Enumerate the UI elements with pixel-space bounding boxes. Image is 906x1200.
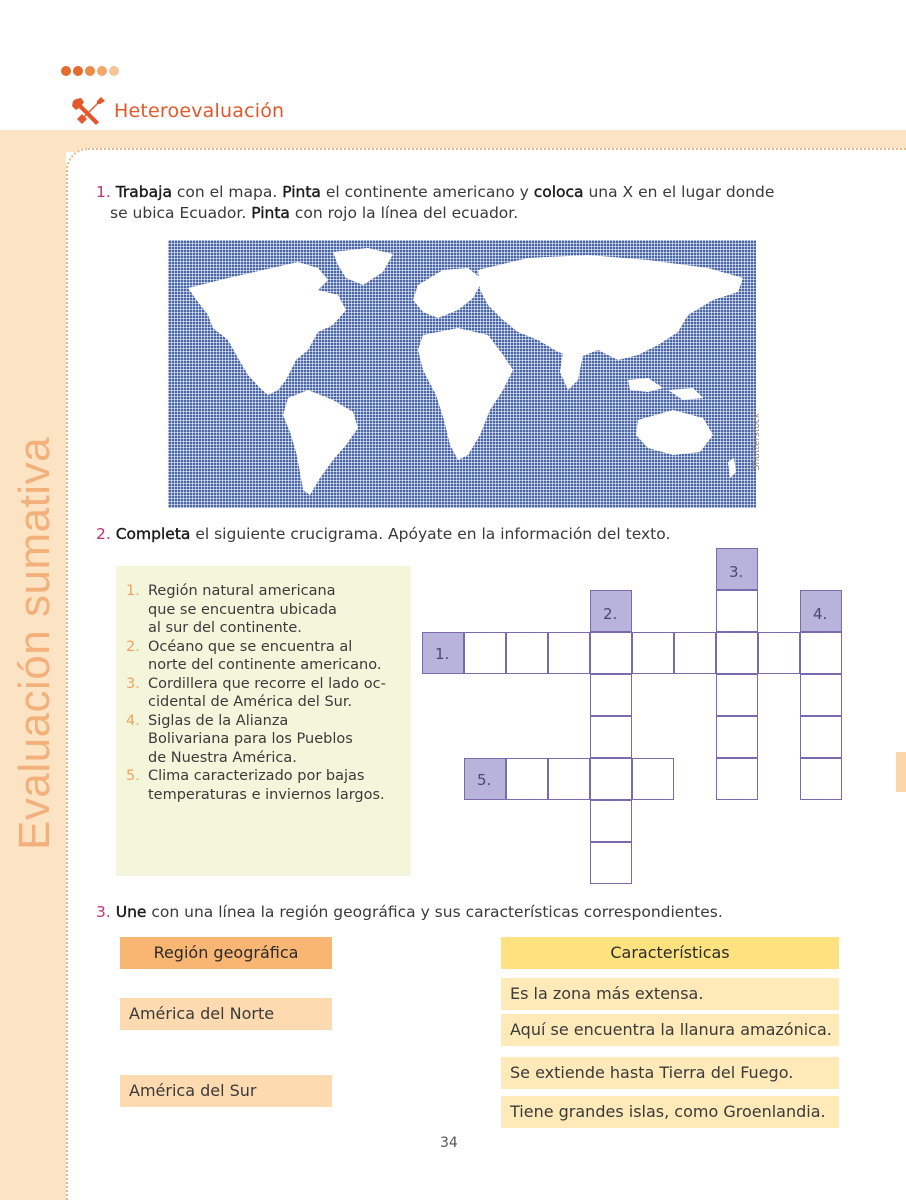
crossword-cell[interactable] xyxy=(590,800,632,842)
dot-2 xyxy=(73,66,83,76)
region-header: Región geográfica xyxy=(120,937,332,969)
verb-une: Une xyxy=(115,903,147,921)
instruction-text: el continente americano y xyxy=(320,183,534,201)
verb-pinta-2: Pinta xyxy=(251,203,290,222)
clue-text xyxy=(148,675,386,712)
section-dots xyxy=(61,66,119,76)
clue-line: al sur del continente. xyxy=(148,620,302,637)
instruction-line-2 xyxy=(96,203,816,224)
clue-text xyxy=(148,767,385,804)
crossword-cell[interactable] xyxy=(590,632,632,674)
clue-item xyxy=(126,712,401,768)
verb-completa: Completa xyxy=(115,525,191,543)
crossword-cell[interactable] xyxy=(590,758,632,800)
crossword-cell[interactable] xyxy=(800,758,842,800)
crossword-cell[interactable] xyxy=(506,758,548,800)
verb-trabaja: Trabaja xyxy=(115,183,172,201)
clue-line: Clima caracterizado por bajas xyxy=(148,768,365,785)
crossword-cell-number: 1. xyxy=(435,645,450,663)
question-number: 3. xyxy=(96,903,111,921)
crossword-start-cell[interactable] xyxy=(464,758,506,800)
clue-text xyxy=(148,712,353,768)
clue-item xyxy=(126,638,401,675)
clue-line: cidental de América del Sur. xyxy=(148,694,353,711)
crossword-start-cell[interactable] xyxy=(422,632,464,674)
crossword-start-cell[interactable] xyxy=(716,548,758,590)
crossword-clues xyxy=(116,566,411,876)
page-number: 34 xyxy=(440,1135,458,1151)
dot-3 xyxy=(85,66,95,76)
crossword-start-cell[interactable] xyxy=(590,590,632,632)
crossword-cell[interactable] xyxy=(464,632,506,674)
characteristics-header: Características xyxy=(501,937,839,969)
clue-line: que se encuentra ubicada xyxy=(148,601,337,618)
crossword-cell[interactable] xyxy=(632,758,674,800)
crossword-cell[interactable] xyxy=(716,632,758,674)
region-item[interactable]: América del Norte xyxy=(120,998,332,1030)
verb-pinta: Pinta xyxy=(282,183,321,201)
crossword-cell[interactable] xyxy=(590,674,632,716)
crossword-cell[interactable] xyxy=(716,716,758,758)
vertical-section-title: Evaluación sumativa xyxy=(10,436,59,850)
crossword-cell[interactable] xyxy=(590,842,632,884)
question-number: 1. xyxy=(96,183,111,201)
instruction-text: con una línea la región geográfica y sus características correspondientes. xyxy=(146,903,723,921)
instruction-text: con el mapa. xyxy=(171,183,283,201)
clue-number: 4. xyxy=(126,712,140,729)
clue-item xyxy=(126,675,401,712)
clue-list xyxy=(116,566,411,805)
clue-line: temperaturas e inviernos largos. xyxy=(148,787,385,804)
characteristic-item[interactable]: Aquí se encuentra la llanura amazónica. xyxy=(501,1014,839,1046)
clue-number: 5. xyxy=(126,768,140,785)
crossword-cell-number: 2. xyxy=(603,605,618,623)
crossword-cell[interactable] xyxy=(716,590,758,632)
clue-number: 2. xyxy=(126,638,140,655)
crossword-cell[interactable] xyxy=(674,632,716,674)
clue-item xyxy=(126,767,401,804)
world-map-land xyxy=(168,240,756,508)
crossword-cell[interactable] xyxy=(590,716,632,758)
clue-line: Océano que se encuentra al xyxy=(148,638,353,655)
section-header xyxy=(72,96,284,126)
crossword-cell[interactable] xyxy=(800,716,842,758)
crossword-cell[interactable] xyxy=(800,632,842,674)
verb-coloca: coloca xyxy=(533,183,584,201)
clue-text xyxy=(148,638,381,675)
crossword-cell[interactable] xyxy=(506,632,548,674)
instruction-text: con rojo la línea del ecuador. xyxy=(289,203,519,222)
crossword-cell[interactable] xyxy=(800,674,842,716)
instruction-text: el siguiente crucigrama. Apóyate en la información del texto. xyxy=(190,525,671,543)
characteristic-item[interactable]: Tiene grandes islas, como Groenlandia. xyxy=(501,1096,839,1128)
clue-line: Bolivariana para los Pueblos xyxy=(148,731,353,748)
characteristic-item[interactable]: Es la zona más extensa. xyxy=(501,978,839,1010)
characteristic-item[interactable]: Se extiende hasta Tierra del Fuego. xyxy=(501,1057,839,1089)
clue-line: Cordillera que recorre el lado oc- xyxy=(148,675,386,692)
crossword-cell[interactable] xyxy=(716,674,758,716)
crossword-cell[interactable] xyxy=(548,758,590,800)
instruction-text: se ubica Ecuador. xyxy=(110,203,252,222)
clue-line: norte del continente americano. xyxy=(148,657,382,674)
world-map[interactable] xyxy=(168,240,756,508)
question-3 xyxy=(96,902,723,923)
instruction-text: una X en el lugar donde xyxy=(583,183,775,201)
dot-5 xyxy=(109,66,119,76)
section-title: Heteroevaluación xyxy=(114,100,285,122)
clue-line: de Nuestra América. xyxy=(148,749,297,766)
tools-icon xyxy=(72,96,106,126)
crossword-cell-number: 3. xyxy=(729,563,744,581)
dot-1 xyxy=(61,66,71,76)
page-edge-tab xyxy=(896,752,906,792)
crossword-cell[interactable] xyxy=(632,632,674,674)
region-item[interactable]: América del Sur xyxy=(120,1075,332,1107)
crossword-cell[interactable] xyxy=(758,632,800,674)
question-number: 2. xyxy=(96,525,111,543)
question-2 xyxy=(96,524,670,545)
clue-text xyxy=(148,582,337,638)
clue-line: Región natural americana xyxy=(148,583,336,599)
clue-item xyxy=(126,582,401,638)
clue-line: Siglas de la Alianza xyxy=(148,712,289,729)
crossword-cell[interactable] xyxy=(716,758,758,800)
dot-4 xyxy=(97,66,107,76)
image-credit: Shutterstock xyxy=(752,412,762,470)
crossword-cell[interactable] xyxy=(548,632,590,674)
clue-number: 3. xyxy=(126,675,140,692)
crossword-start-cell[interactable] xyxy=(800,590,842,632)
crossword-cell-number: 4. xyxy=(813,605,828,623)
question-1 xyxy=(96,182,816,224)
crossword-cell-number: 5. xyxy=(477,771,492,789)
clue-number: 1. xyxy=(126,583,140,599)
